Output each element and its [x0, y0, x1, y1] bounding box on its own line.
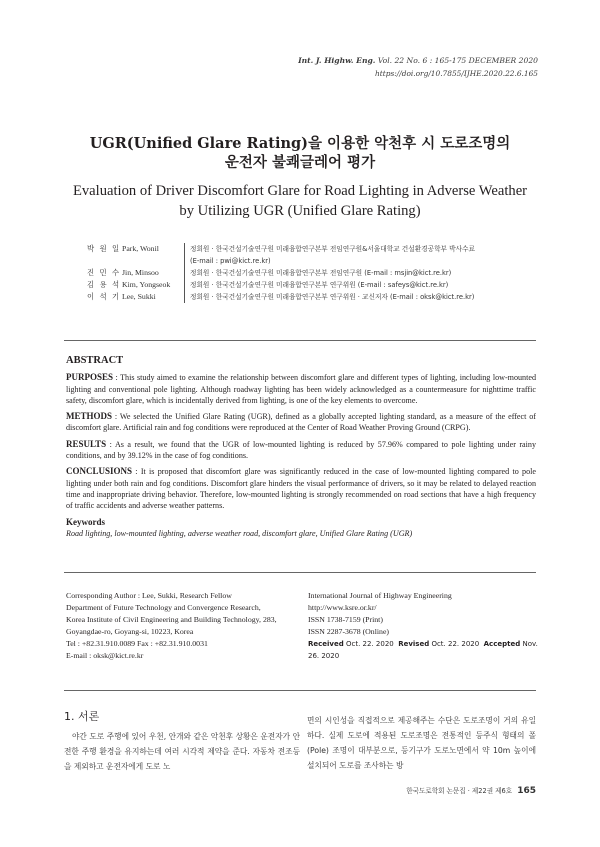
author-affiliation-text: 정회원 · 한국건설기술연구원 미래융합연구본부 전임연구원&서울대학교 건설환경공학부 박사수료 [190, 245, 475, 253]
author-name-en: Lee, Sukki [122, 292, 156, 301]
author-affiliation: 정회원 · 한국건설기술연구원 미래융합연구본부 전임연구원 (E-mail : msjin@kict.re.kr) [190, 269, 452, 277]
author-name-ko: 김 용 석 [87, 280, 121, 289]
purposes-heading: PURPOSES [66, 372, 114, 383]
journal-info [308, 590, 548, 662]
keywords-text: Road lighting, low-mounted lighting, adverse weather road, discomfort glare, Unified Glare Rating (UGR) [66, 528, 413, 538]
title-english [0, 181, 600, 221]
author-row [87, 291, 527, 303]
conclusions-heading: CONCLUSIONS [66, 466, 133, 477]
section-heading: 1. 서론 [64, 710, 100, 723]
doi-link[interactable]: https://doi.org/10.7855/IJHE.2020.22.6.165 [375, 69, 538, 78]
corresponding-line: Department of Future Technology and Convergence Research, [66, 603, 261, 612]
methods-heading: METHODS [66, 411, 113, 422]
body-paragraph: 야간 도로 주행에 있어 우천, 안개와 같은 악천후 상황은 운전자가 안전한 주행 환경을 유지하는데 여러 시각적 제약을 준다. 자동차 전조등을 제외하고 운전자에게 도로 노 [64, 732, 300, 771]
received-label: Received [308, 640, 344, 648]
page-number: 165 [517, 786, 536, 796]
abstract-top-rule [64, 340, 536, 341]
revised-date: Oct. 22. 2020 [431, 640, 480, 648]
body-column-left [64, 729, 300, 774]
author-divider [184, 267, 185, 279]
methods-text: : We selected the Unified Glare Rating (UGR), defined as a globally accepted lighting standard, as a measure of the effect of discomfort glare. Artificial rain and fog conditions were reproduced at the Center of Road Weather Proving Ground (CRPG). [66, 412, 536, 433]
title-english-line2: by Utilizing UGR (Unified Glare Rating) [179, 203, 421, 219]
abstract-results [66, 439, 536, 462]
abstract-purposes [66, 372, 536, 406]
journal-info-line: International Journal of Highway Engineering [308, 591, 452, 600]
journal-info-line: ISSN 1738-7159 (Print) [308, 615, 383, 624]
conclusions-text: : It is proposed that discomfort glare was significantly reduced in the case of low-mounted lighting compared to pole lighting under both rain and fog conditions. Discomfort glare hinders the visual performance of drivers, so it may be related to delayed reaction time and inappropriate driving behavior. Therefore, low-mounted lighting is strongly recommended on road sections that have a high frequency of traffic accidents and adverse weather patterns. [66, 467, 536, 511]
author-divider [184, 279, 185, 291]
title-korean-line1: UGR(Unified Glare Rating)을 이용한 악천후 시 도로조명의 [89, 135, 511, 152]
abstract-title: ABSTRACT [66, 355, 124, 366]
author-divider [184, 291, 185, 303]
page-footer [406, 785, 536, 796]
journal-url[interactable]: http://www.ksre.or.kr/ [308, 603, 377, 612]
corresponding-line: Tel : +82.31.910.0089 Fax : +82.31.910.0031 [66, 639, 208, 648]
author-name-en: Jin, Minsoo [122, 268, 159, 277]
corresponding-line: Corresponding Author : Lee, Sukki, Research Fellow [66, 591, 232, 600]
author-name-ko: 이 석 기 [87, 292, 121, 301]
keywords-heading: Keywords [66, 516, 105, 527]
title-korean [0, 134, 600, 172]
journal-citation [298, 56, 538, 65]
revised-label: Revised [398, 640, 430, 648]
purposes-text: : This study aimed to examine the relationship between discomfort glare and different types of lighting, including low-mounted lighting and conventional pole lighting. Although roadway lighting has been widely acknowledged as a countermeasure for nighttime traffic safety, discomfort glare, which is incidentally derived from lighting, is one of the key elements to overcome. [66, 373, 536, 405]
title-english-line1: Evaluation of Driver Discomfort Glare for Road Lighting in Adverse Weather [72, 183, 528, 199]
author-row [87, 267, 527, 279]
corresponding-line: Goyangdae-ro, Goyang-si, 10223, Korea [66, 627, 194, 636]
body-column-right [307, 713, 536, 773]
corresponding-line: Korea Institute of Civil Engineering and Building Technology, 283, [66, 615, 277, 624]
results-heading: RESULTS [66, 438, 107, 449]
accepted-label: Accepted [483, 640, 521, 648]
author-affiliation: 정회원 · 한국건설기술연구원 미래융합연구본부 연구위원 · 교신저자 (E-mail : oksk@kict.re.kr) [190, 293, 475, 301]
abstract-bottom-rule [64, 572, 536, 573]
author-affiliation: 정회원 · 한국건설기술연구원 미래융합연구본부 연구위원 (E-mail : safeys@kict.re.kr) [190, 281, 449, 289]
author-row [87, 243, 527, 267]
abstract-methods [66, 411, 536, 434]
results-text: : As a result, we found that the UGR of low-mounted lighting is reduced by 57.96% compared to pole lighting under rainy conditions, and by 39.12% in the case of fog conditions. [66, 439, 536, 461]
journal-info-line: ISSN 2287-3678 (Online) [308, 627, 389, 636]
abstract-block [66, 355, 536, 539]
submission-dates [308, 638, 548, 662]
author-name-en: Park, Wonil [122, 244, 159, 253]
author-affiliation [190, 243, 520, 267]
author-row [87, 279, 527, 291]
author-list [87, 243, 527, 303]
author-email: (E-mail : pwi@kict.re.kr) [190, 257, 271, 265]
corresponding-author [66, 590, 296, 662]
author-name-ko: 박 원 일 [87, 244, 121, 253]
author-name-en: Kim, Yongseok [122, 280, 171, 289]
journal-name: Int. J. Highw. Eng. [298, 56, 376, 65]
author-divider [184, 243, 185, 267]
body-paragraph: 면의 시인성을 직접적으로 제공해주는 수단은 도로조명이 거의 유일하다. 실제 도로에 적용된 도로조명은 전통적인 등주식 형태의 폴(Pole) 조명이 대부분으로, 등기구가 도로노면에서 약 10m 높이에 설치되어 도로를 조사하는 방 [307, 716, 536, 770]
author-name-ko: 진 민 수 [87, 268, 121, 277]
body-top-rule [64, 690, 536, 691]
footer-journal: 한국도로학회 논문집 · 제22권 제6호 [406, 787, 513, 795]
accepted-date: Nov. 26. 2020 [308, 640, 538, 660]
received-date: Oct. 22. 2020 [346, 640, 394, 648]
volume-info: Vol. 22 No. 6 : 165-175 DECEMBER 2020 [377, 56, 538, 65]
abstract-conclusions [66, 466, 536, 511]
title-korean-line2: 운전자 불쾌글레어 평가 [224, 154, 376, 171]
corresponding-email[interactable]: E-mail : oksk@kict.re.kr [66, 651, 144, 660]
